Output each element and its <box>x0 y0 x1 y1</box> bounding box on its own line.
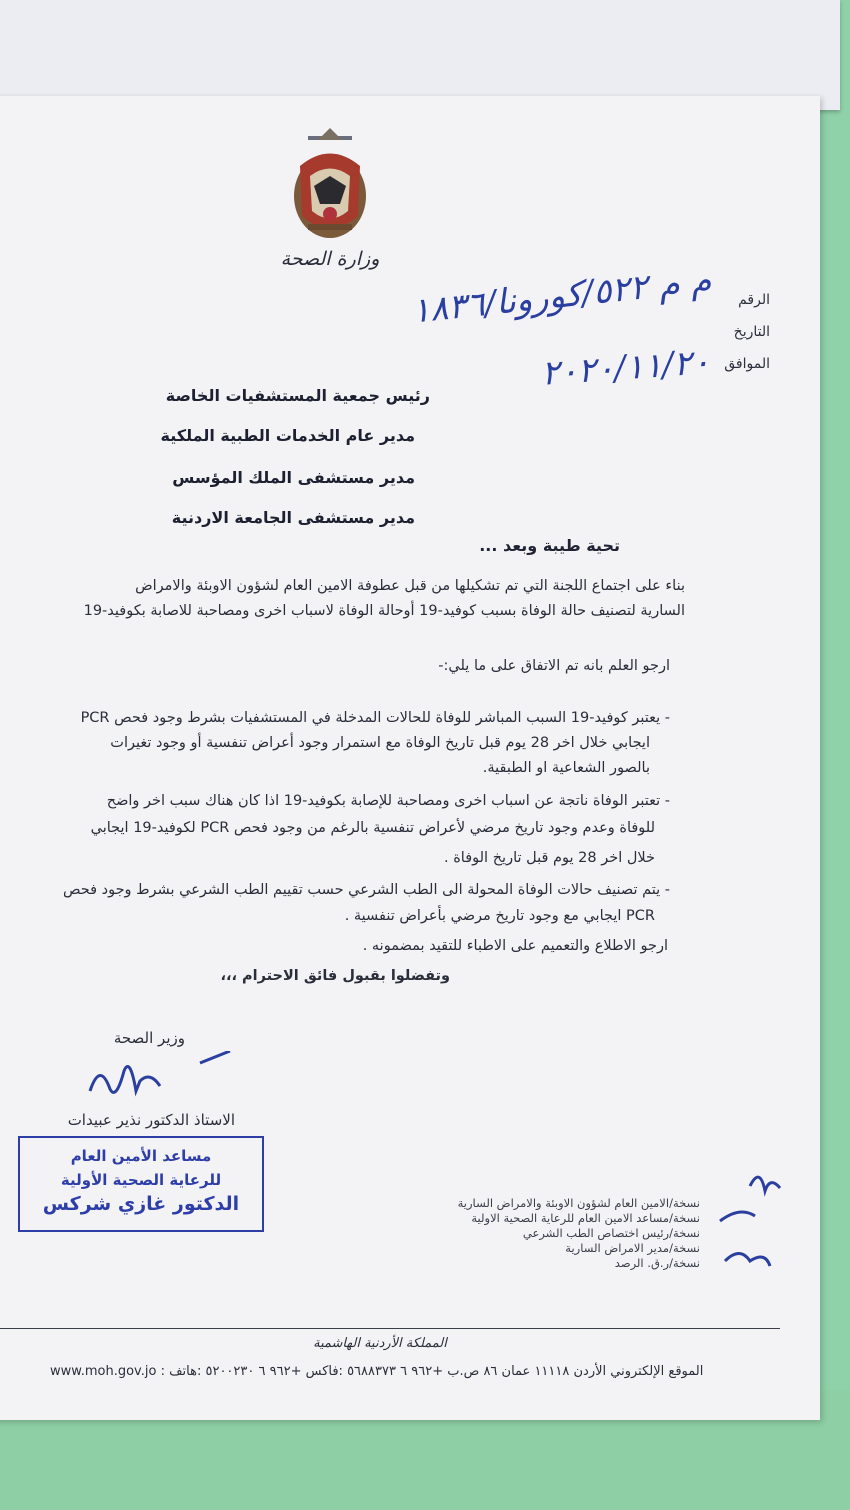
ref-corresponding-label: الموافق <box>724 356 770 372</box>
copy-item: نسخة/مساعد الامين العام للرعاية الصحية الاولية <box>471 1211 700 1225</box>
item-1-line-1: - يعتبر كوفيد-19 السبب المباشر للوفاة للحالات المدخلة في المستشفيات بشرط وجود فحص PCR <box>80 710 670 726</box>
stamp-line-1: مساعد الأمين العام <box>70 1147 212 1165</box>
stamp-line-2: للرعاية الصحية الأولية <box>60 1171 222 1189</box>
paper-top-sheet <box>0 0 840 110</box>
copy-item: نسخة/رئيس اختصاص الطب الشرعي <box>522 1226 700 1240</box>
recipient-2: مدير عام الخدمات الطبية الملكية <box>160 426 415 445</box>
footer-contact-line <box>50 1364 730 1379</box>
ministry-name: وزارة الصحة <box>280 248 380 270</box>
official-stamp <box>18 1136 264 1232</box>
copies-list <box>458 1196 700 1271</box>
recipient-1: رئيس جمعية المستشفيات الخاصة <box>165 386 430 405</box>
copy-item: نسخة/ر.ق. الرصد <box>614 1256 700 1270</box>
footer-kingdom: المملكة الأردنية الهاشمية <box>313 1336 447 1351</box>
letter-paper <box>0 96 820 1420</box>
ref-number-label: الرقم <box>738 292 770 308</box>
stamp-line-3: الدكتور غازي شركس <box>42 1193 240 1215</box>
footer-divider <box>0 1328 780 1329</box>
minister-signature <box>80 1051 260 1111</box>
item-1-line-3: بالصور الشعاعية او الطبقية. <box>482 760 650 776</box>
copy-item: نسخة/الامين العام لشؤون الاوبئة والامراض السارية <box>457 1196 700 1210</box>
copies-initials <box>710 1166 800 1286</box>
instruction-line: ارجو الاطلاع والتعميم على الاطباء للتقيد بمضمونه . <box>362 938 668 954</box>
intro-line-1: بناء على اجتماع اللجنة التي تم تشكيلها من قبل عطوفة الامين العام لشؤون الاوبئة والامراض <box>135 578 685 594</box>
item-2-line-2: للوفاة وعدم وجود تاريخ مرضي لأعراض تنفسية بالرغم من وجود فحص PCR لكوفيد-19 ايجابي <box>90 820 655 836</box>
item-3-line-1: - يتم تصنيف حالات الوفاة المحولة الى الطب الشرعي حسب تقييم الطب الشرعي بشرط وجود فحص <box>62 882 670 898</box>
item-3-line-2: PCR ايجابي مع وجود تاريخ مرضي بأعراض تنفسية . <box>344 908 655 924</box>
greeting: تحية طيبة وبعد ... <box>479 536 620 555</box>
recipient-3: مدير مستشفى الملك المؤسس <box>172 468 415 487</box>
intro-line-2: السارية لتصنيف حالة الوفاة بسبب كوفيد-19 أوحالة الوفاة لاسباب اخرى ومصاحبة للاصابة بكوفيد-19 <box>83 603 685 619</box>
recipient-4: مدير مستشفى الجامعة الاردنية <box>171 508 415 527</box>
ref-date-label: التاريخ <box>733 324 770 340</box>
footer-website[interactable]: www.moh.gov.jo <box>50 1364 157 1379</box>
handwritten-ref-number: م م ٥٢٢/كورونا/١٨٣٦ <box>409 260 714 332</box>
footer-contact-info: : الموقع الإلكتروني الأردن ١١١١٨ عمان ٨٦ ص.ب +٩٦٢ ٦ ٥٦٨٨٣٧٣ :فاكس +٩٦٢ ٦ ٥٢٠٠٢٣٠ :هاتف <box>160 1364 704 1379</box>
item-1-line-2: ايجابي خلال اخر 28 يوم قبل تاريخ الوفاة مع استمرار وجود أعراض تنفسية أو وجود تغيرات <box>110 735 650 751</box>
copy-item: نسخة/مدير الامراض السارية <box>565 1241 700 1255</box>
handwritten-date: ٢٠٢٠/١١/٢٠ <box>539 342 712 394</box>
signatory-title: وزير الصحة <box>113 1029 185 1047</box>
closing-line: وتفضلوا بقبول فائق الاحترام ،،، <box>220 968 450 984</box>
item-2-line-1: - تعتبر الوفاة ناتجة عن اسباب اخرى ومصاحبة للإصابة بكوفيد-19 اذا كان هناك سبب اخر واضح <box>106 793 670 809</box>
item-2-line-3: خلال اخر 28 يوم قبل تاريخ الوفاة . <box>443 850 655 866</box>
agreement-line: ارجو العلم بانه تم الاتفاق على ما يلي:- <box>438 658 670 674</box>
signatory-name: الاستاذ الدكتور نذير عبيدات <box>67 1111 235 1129</box>
